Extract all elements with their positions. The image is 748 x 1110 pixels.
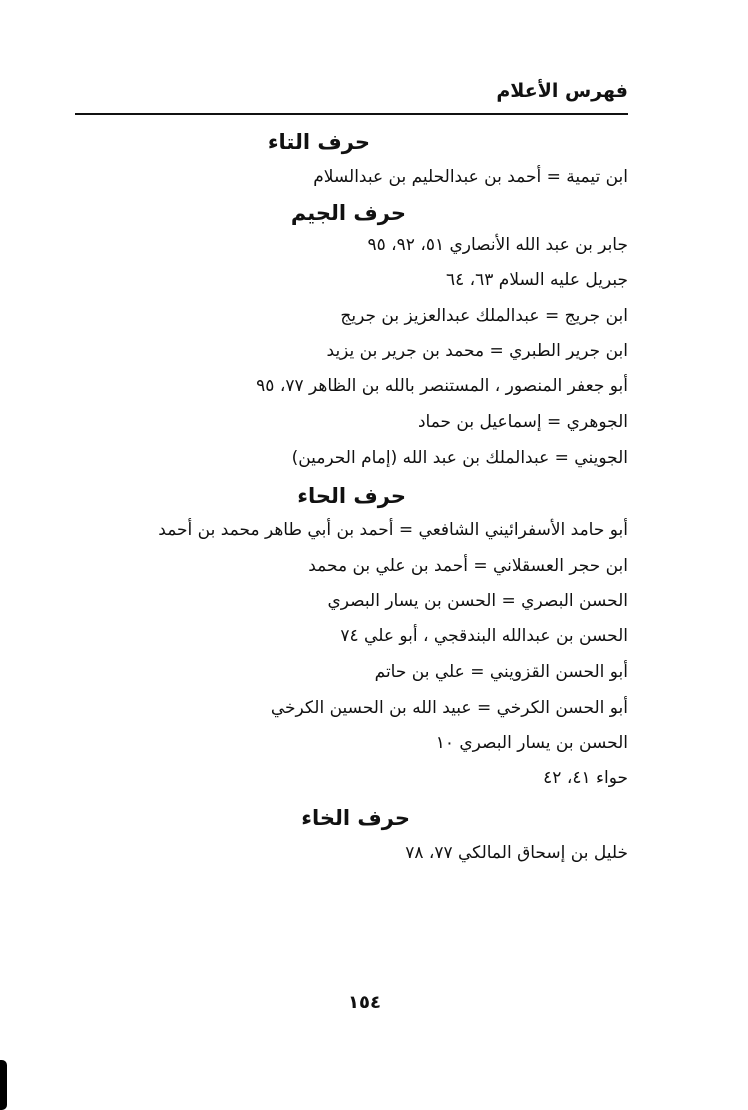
running-head-title: فهرس الأعلام xyxy=(496,80,628,102)
index-entry: حواء ٤١، ٤٢ xyxy=(543,768,628,788)
index-entry: ابن تيمية = أحمد بن عبدالحليم بن عبدالسلام xyxy=(313,167,628,187)
index-entry: ابن جريج = عبدالملك عبدالعزيز بن جريج xyxy=(340,306,628,326)
index-entry: أبو الحسن الكرخي = عبيد الله بن الحسين الكرخي xyxy=(270,698,628,718)
section-heading-jeem: حرف الجيم xyxy=(290,201,406,225)
header-rule xyxy=(75,113,628,115)
index-entry: جبريل عليه السلام ٦٣، ٦٤ xyxy=(445,270,628,290)
index-entry: ابن جرير الطبري = محمد بن جرير بن يزيد xyxy=(326,341,628,361)
scan-edge-mark xyxy=(0,1060,7,1110)
index-entry: الحسن البصري = الحسن بن يسار البصري xyxy=(327,591,628,611)
section-heading-khaa: حرف الخاء xyxy=(301,806,410,830)
index-entry: أبو جعفر المنصور ، المستنصر بالله بن الظاهر ٧٧، ٩٥ xyxy=(256,376,628,396)
index-entry: أبو الحسن القزويني = علي بن حاتم xyxy=(374,662,628,682)
index-entry: جابر بن عبد الله الأنصاري ٥١، ٩٢، ٩٥ xyxy=(367,235,628,255)
index-entry: الجوهري = إسماعيل بن حماد xyxy=(417,412,628,432)
index-entry: الحسن بن عبدالله البندقجي ، أبو علي ٧٤ xyxy=(340,626,628,646)
page-number: ١٥٤ xyxy=(348,992,381,1013)
index-entry: الحسن بن يسار البصري ١٠ xyxy=(435,733,628,753)
index-entry: الجويني = عبدالملك بن عبد الله (إمام الحرمين) xyxy=(291,448,628,468)
index-entry: أبو حامد الأسفرائيني الشافعي = أحمد بن أبي طاهر محمد بن أحمد xyxy=(158,520,628,540)
section-heading-haa: حرف الحاء xyxy=(297,484,406,508)
index-entry: خليل بن إسحاق المالكي ٧٧، ٧٨ xyxy=(405,843,628,863)
index-entry: ابن حجر العسقلاني = أحمد بن علي بن محمد xyxy=(308,556,628,576)
section-heading-taa: حرف التاء xyxy=(267,130,370,154)
